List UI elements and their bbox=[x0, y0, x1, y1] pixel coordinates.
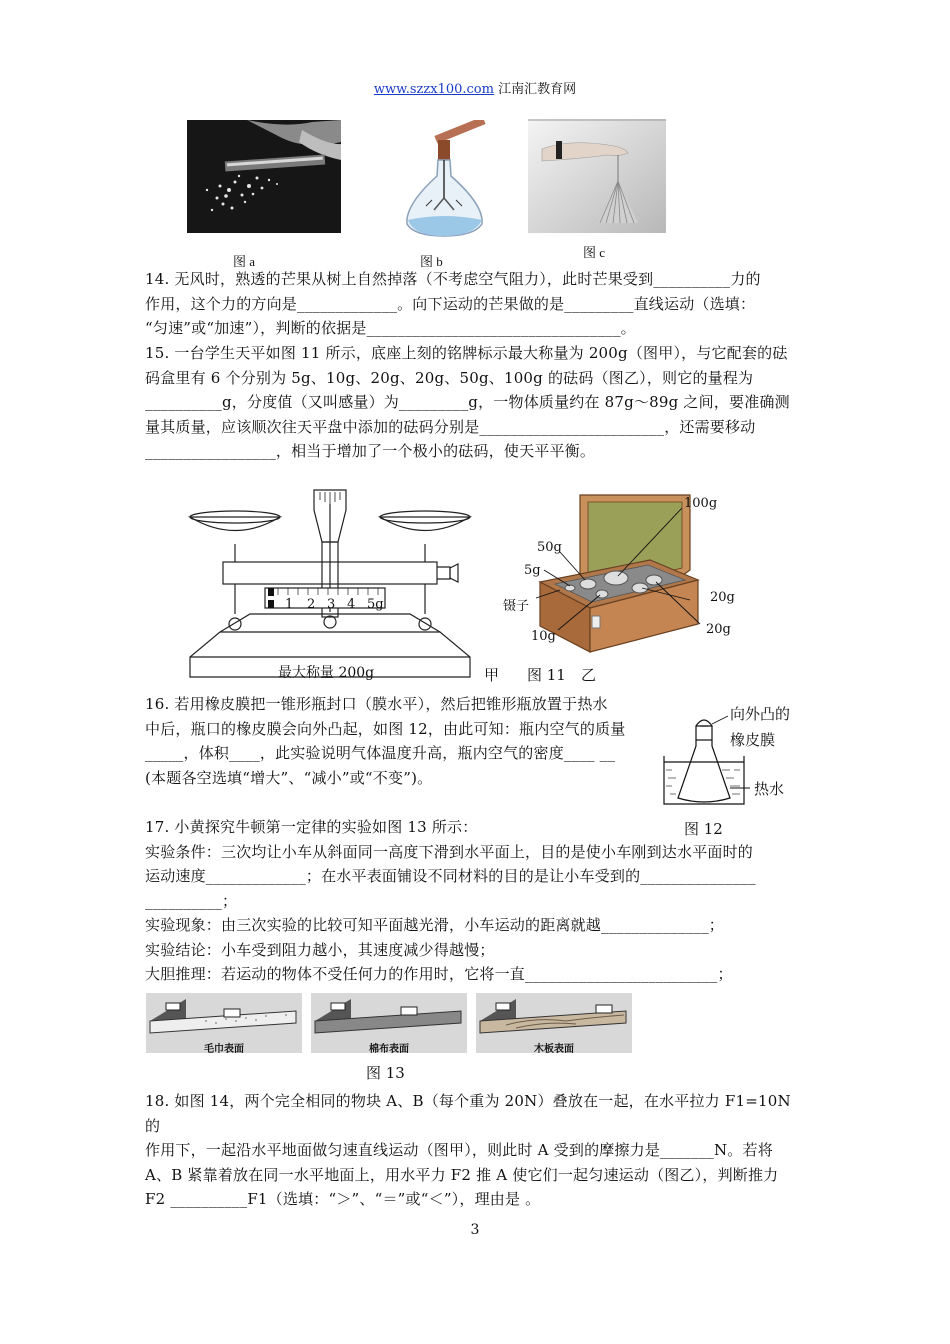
q17-line: 17. 小黄探究牛顿第一定律的实验如图 13 所示： bbox=[145, 818, 478, 836]
page-number: 3 bbox=[470, 1222, 480, 1238]
weight-label-20g: 20g bbox=[710, 590, 735, 605]
weight-label-10g: 10g bbox=[531, 629, 556, 644]
tweezers-label: 镊子 bbox=[503, 599, 530, 614]
q14-line: 14. 无风时，熟透的芒果从树上自然掉落（不考虑空气阻力），此时芒果受到__________力的 bbox=[145, 270, 761, 288]
q15-line: 15. 一台学生天平如图 11 所示，底座上刻的铭牌标示最大称量为 200g（图甲），与它配套的砝 bbox=[145, 344, 788, 362]
question-18 bbox=[145, 1089, 810, 1212]
q15-line: 量其质量，应该顺次往天平盘中添加的砝码分别是________________________，还需要移动 bbox=[145, 417, 756, 436]
surface-label: 棉布表面 bbox=[369, 1044, 409, 1055]
q14-line: “匀速”或“加速”），判断的依据是_________________________________。 bbox=[145, 319, 636, 337]
balance-max-label: 最大称量 200g bbox=[278, 665, 375, 681]
figure-b-flask bbox=[404, 120, 488, 238]
q15-line: _________________，相当于增加了一个极小的砝码，使天平平衡。 bbox=[145, 442, 596, 460]
page-header bbox=[0, 78, 950, 97]
weight-label-5g: 5g bbox=[524, 563, 541, 578]
header-link[interactable]: www.szzx100.com bbox=[373, 82, 494, 97]
figure-c-photo bbox=[528, 119, 666, 233]
q16-line: 16. 若用橡皮膜把一锥形瓶封口（膜水平），然后把锥形瓶放置于热水 bbox=[145, 695, 608, 713]
question-17 bbox=[145, 815, 810, 987]
figure-12-flask bbox=[660, 712, 750, 808]
membrane-label-2: 橡皮膜 bbox=[730, 731, 776, 749]
surface-label: 毛巾表面 bbox=[204, 1044, 244, 1055]
q17-line: __________； bbox=[145, 891, 238, 910]
surface-label: 木板表面 bbox=[534, 1044, 574, 1055]
q17-line: 实验现象：由三次实验的比较可知平面越光滑，小车运动的距离就越______________； bbox=[145, 916, 725, 934]
figure-11-caption: 图 11 bbox=[527, 666, 566, 684]
q17-line: 大胆推理：若运动的物体不受任何力的作用时，它将一直_________________________； bbox=[145, 965, 733, 983]
q17-line: 实验条件：三次均让小车从斜面同一高度下滑到水平面上，目的是使小车刚到达水平面时的 bbox=[145, 842, 754, 861]
q16-line: (本题各空选填“增大”、“减小”或“不变”)。 bbox=[145, 768, 433, 787]
question-15 bbox=[145, 341, 810, 464]
weight-label-100g: 100g bbox=[684, 496, 718, 511]
weight-label-20g: 20g bbox=[706, 622, 731, 637]
q16-line: 中后，瓶口的橡皮膜会向外凸起，如图 12，由此可知：瓶内空气的质量 bbox=[145, 719, 626, 738]
figure-11-weight-box bbox=[530, 490, 710, 655]
q15-line: __________g，分度值（又叫感量）为_________g，一物体质量约在 87g～89g 之间，要准确测 bbox=[145, 393, 790, 411]
figure-12-caption: 图 12 bbox=[684, 820, 723, 838]
hot-water-label: 热水 bbox=[754, 780, 785, 798]
scale-tick: 3 bbox=[327, 597, 336, 612]
figure-11-jia-label: 甲 bbox=[484, 666, 500, 684]
figure-b-label: 图 b bbox=[420, 254, 443, 269]
figure-13-caption: 图 13 bbox=[366, 1064, 405, 1082]
scale-tick: 1 bbox=[285, 597, 294, 612]
scale-tick: 5g bbox=[367, 597, 384, 612]
question-16 bbox=[145, 692, 665, 790]
scale-tick: 2 bbox=[307, 597, 316, 612]
weight-label-50g: 50g bbox=[537, 540, 562, 555]
question-14 bbox=[145, 267, 810, 341]
scale-tick: 4 bbox=[347, 597, 356, 612]
figure-11-balance bbox=[180, 482, 480, 682]
q14-line: 作用，这个力的方向是_____________。向下运动的芒果做的是_________直线运动（选填： bbox=[145, 294, 756, 313]
figure-11-yi-label: 乙 bbox=[581, 666, 597, 684]
q17-line: 运动速度_____________；在水平表面铺设不同材料的目的是让小车受到的_______________ bbox=[145, 867, 756, 885]
q15-line: 码盒里有 6 个分别为 5g、10g、20g、20g、50g、100g 的砝码（图乙），则它的量程为 bbox=[145, 368, 754, 387]
membrane-label-1: 向外凸的 bbox=[730, 705, 791, 723]
figure-a-photo bbox=[187, 120, 341, 233]
q16-line: _____，体积____，此实验说明气体温度升高，瓶内空气的密度____ __ bbox=[145, 744, 616, 762]
q18-line: 作用下，一起沿水平地面做匀速直线运动（图甲），则此时 A 受到的摩擦力是_______N。若将 bbox=[145, 1141, 773, 1159]
q18-line: F2 __________F1（选填：“＞”、“＝”或“＜”），理由是 。 bbox=[145, 1190, 541, 1208]
header-site-name: 江南汇教育网 bbox=[498, 82, 577, 97]
figure-a-label: 图 a bbox=[233, 254, 256, 269]
q18-line: A、B 紧靠着放在同一水平地面上，用水平力 F2 推 A 使它们一起匀速运动（图乙），判断推力 bbox=[145, 1165, 779, 1184]
q17-line: 实验结论：小车受到阻力越小，其速度减少得越慢； bbox=[145, 940, 495, 959]
q18-line: 18. 如图 14，两个完全相同的物块 A、B（每个重为 20N）叠放在一起，在水平拉力 F1=10N 的 bbox=[145, 1092, 791, 1135]
figure-c-label: 图 c bbox=[583, 245, 606, 260]
